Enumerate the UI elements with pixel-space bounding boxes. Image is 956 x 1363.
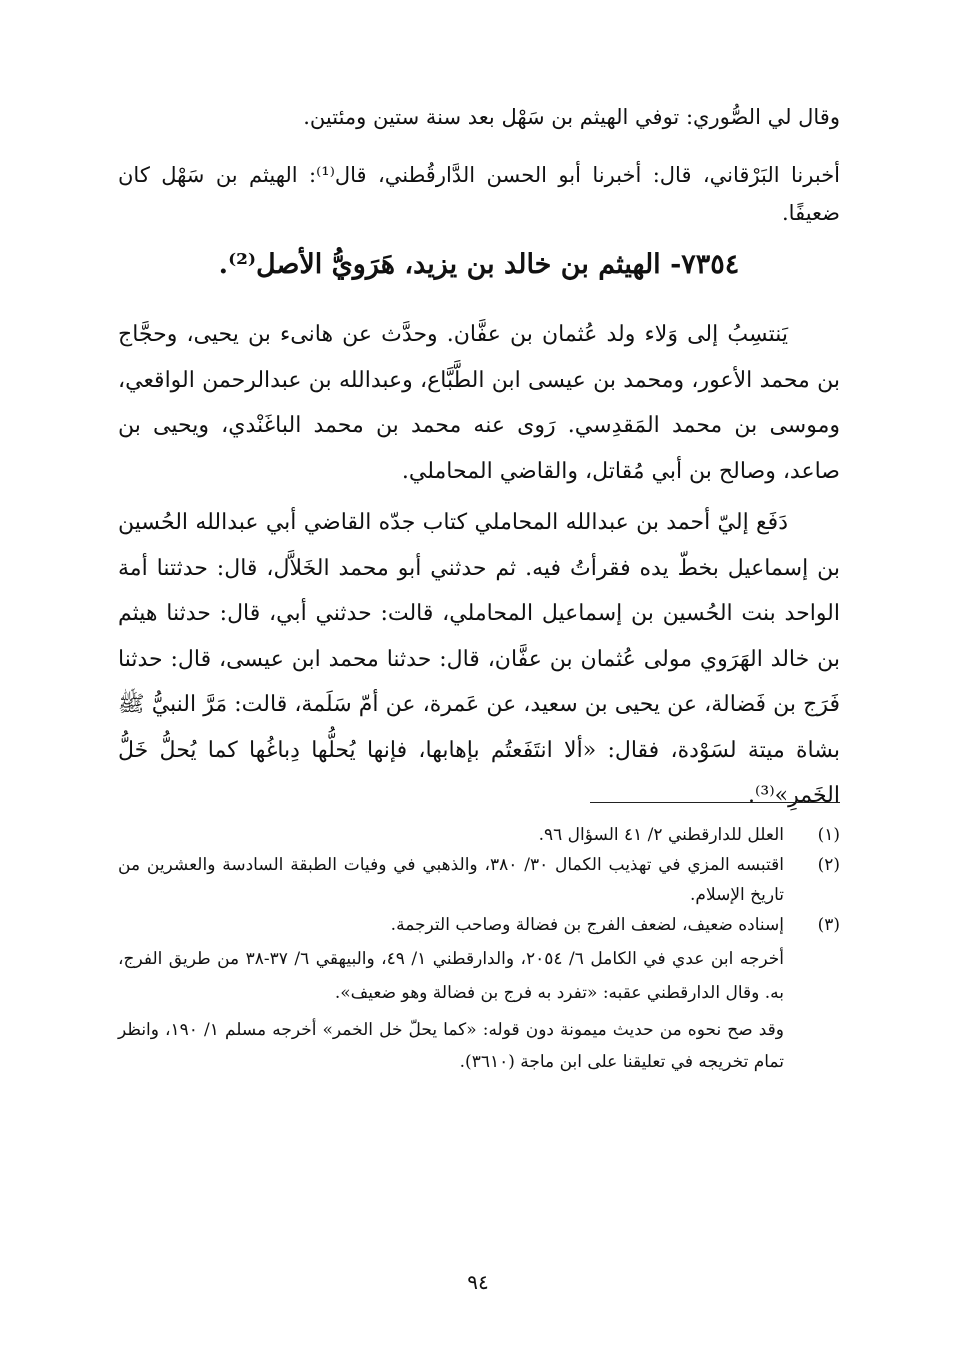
page-number: ٩٤ — [467, 1270, 489, 1294]
biography-text: يَنتسِبُ إلى وَلاء ولد عُثمان بن عفَّان. وحدَّث عن هانىء بن يحيى، وحجَّاج بن محمد الأعور، ومحمد بن عيسى ابن الطَّبَّاع، وعبدالله بن عبدالرحمن الواقعي، وموسى بن محمد المَقدِسي. رَوى عنه محمد بن محمد الباغَنْدي، ويحيى بن صاعد، وصالح بن أبي مُقاتل، والقاضي المحاملي. — [118, 322, 840, 484]
footnotes — [118, 820, 840, 1078]
footnote-text: العلل للدارقطني ٢/ ٤١ السؤال ٩٦. — [538, 825, 784, 845]
footnote-number: (١) — [817, 825, 840, 845]
hadith-text: دَفَع إليّ أحمد بن عبدالله المحاملي كتاب جدّه القاضي أبي عبدالله الحُسين بن إسماعيل بخطّ يده فقرأتُ فيه. ثم حدثني أبو محمد الخَلاَّل، قال: حدثتنا أمة الواحد بنت الحُسين بن إسماعيل المحاملي، قالت: حدثني أبي، قال: حدثنا هيثم بن خالد الهَرَوي مولى عُثمان بن عفَّان، قال: حدثنا محمد ابن عيسى، قال: حدثنا فَرَج بن فَضالة، عن يحيى بن سعيد، عن عَمرة، عن أمّ سَلَمة، قالت: مَرَّ النبيُّ ﷺ بشاة ميتة لسَوْدة، فقال: «ألا انتَفَعتُم بإهابها، فإنها يُحلُّها دِباغُها كما يُحلُّ خَلُّ الخَمرِ»⁽³⁾. — [118, 510, 840, 808]
footnote-text: اقتبسه المزي في تهذيب الكمال ٣٠/ ٣٨٠، والذهبي في وفيات الطبقة السادسة والعشرين من تاريخ الإسلام. — [118, 855, 784, 905]
biography-paragraph — [118, 312, 840, 494]
footnote-number: (٣) — [817, 915, 840, 935]
footnote-separator — [590, 802, 840, 803]
footnote-text: إسناده ضعيف، لضعف الفرج بن فضالة وصاحب الترجمة. — [390, 915, 784, 935]
intro-line-1: وقال لي الصُّوري: توفي الهيثم بن سَهْل بعد سنة ستين ومئتين. — [303, 105, 840, 129]
hadith-paragraph — [118, 500, 840, 819]
footnote-2 — [118, 850, 840, 910]
footnote-3-continuation-2: وقد صح نحوه من حديث ميمونة دون قوله: «كما يحلّ خل الخمر» أخرجه مسلم ١/ ١٩٠، وانظر تمام تخريجه في تعليقنا على ابن ماجة (٣٦١٠). — [118, 1020, 784, 1072]
footnote-3-continuation: أخرجه ابن عدي في الكامل ٦/ ٢٠٥٤، والدارقطني ١/ ٤٩، والبيهقي ٦/ ٣٧-٣٨ من طريق الفرج، به. وقال الدارقطني عقبه: «تفرد به فرج بن فضالة وهو ضعيف». — [118, 949, 784, 1003]
footnote-number: (٢) — [817, 855, 840, 875]
footnote-1 — [118, 820, 840, 850]
footnote-3 — [118, 910, 840, 940]
entry-heading: ٧٣٥٤- الهيثم بن خالد بن يزيد، هَرَويُّ الأصل⁽²⁾. — [218, 249, 740, 280]
intro-line-2: أخبرنا البَرْقاني، قال: أخبرنا أبو الحسن الدَّارقُطني، قال⁽¹⁾: الهيثم بن سَهْل كان ضعيفًا. — [118, 163, 841, 225]
